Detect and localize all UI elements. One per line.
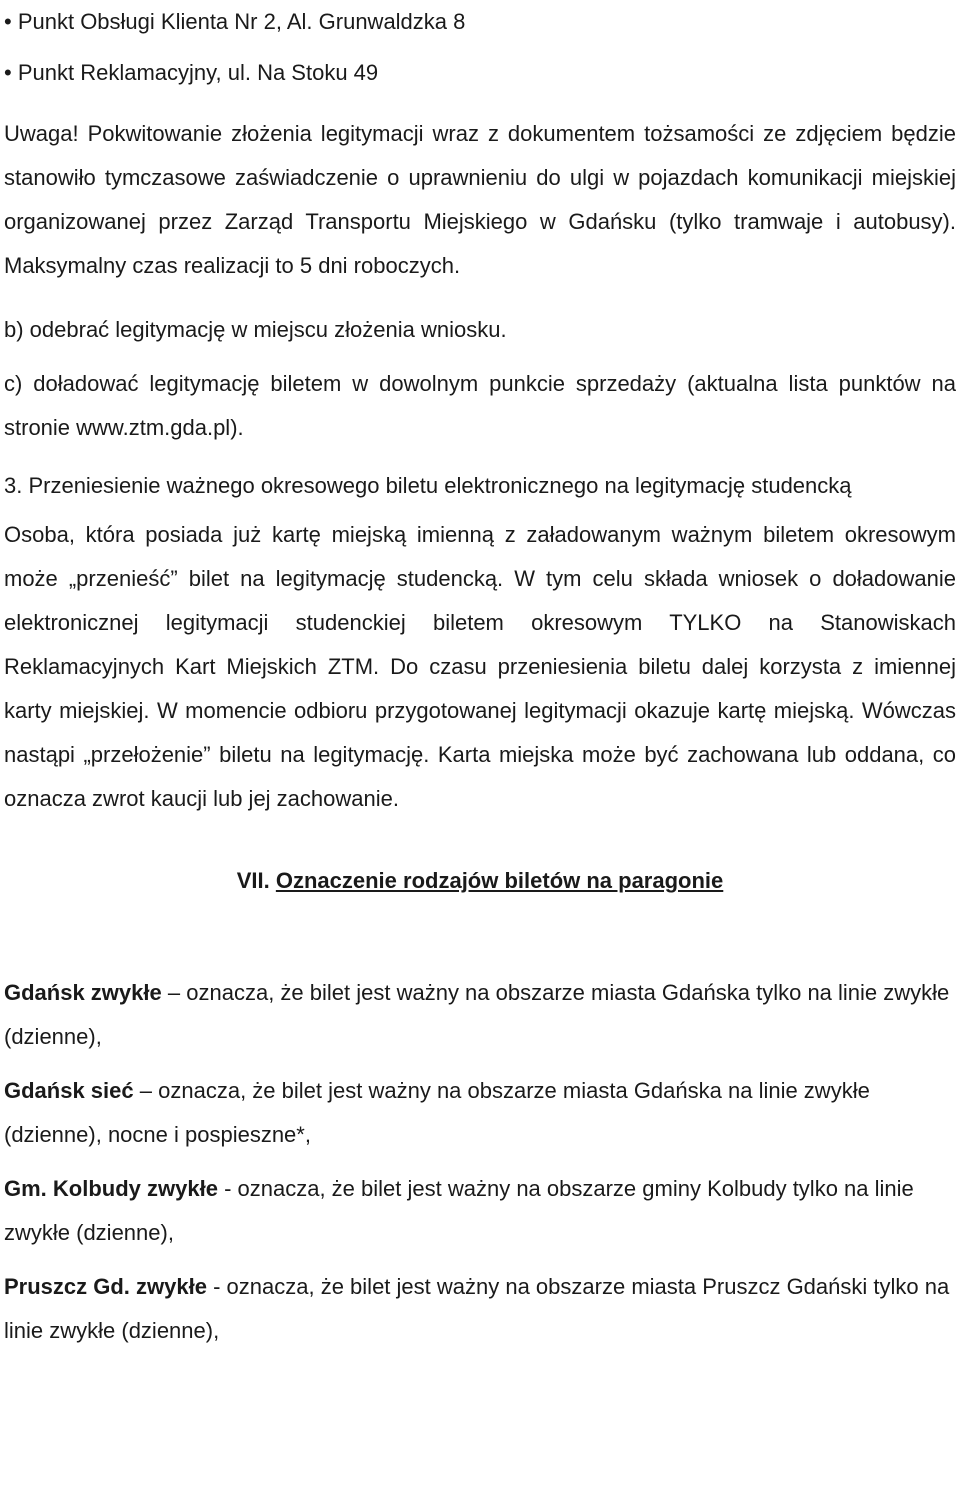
ticket-description: oznacza, że bilet jest ważny na obszarze miasta Pruszcz Gdański tylko na linie zwykłe (dzienne), [4, 1274, 950, 1343]
heading-number: VII. [236, 868, 270, 893]
ticket-pruszcz-zwykle [4, 1265, 956, 1353]
bullet-item-punkt-reklamacyjny [4, 51, 956, 95]
uwaga-prefix: Uwaga! [4, 121, 79, 146]
uwaga-paragraph [4, 112, 956, 288]
section-vii-heading [4, 859, 956, 903]
ticket-gdansk-siec [4, 1069, 956, 1157]
ticket-description: oznacza, że bilet jest ważny na obszarze miasta Gdańska na linie zwykłe (dzienne), nocne i pospieszne*, [4, 1078, 870, 1147]
ticket-separator: - [224, 1176, 232, 1201]
bullet-item-punkt-obslugi [4, 0, 956, 44]
ticket-separator: – [167, 980, 181, 1005]
ticket-name: Gdańsk zwykłe [4, 980, 162, 1005]
item-b: b) odebrać legitymację w miejscu złożenia wniosku. [4, 317, 507, 342]
ticket-name: Pruszcz Gd. zwykłe [4, 1274, 207, 1299]
ticket-gdansk-zwykle [4, 971, 956, 1059]
ticket-description: oznacza, że bilet jest ważny na obszarze gminy Kolbudy tylko na linie zwykłe (dzienne), [4, 1176, 914, 1245]
heading-title: Oznaczenie rodzajów biletów na paragonie [275, 868, 724, 893]
item-c: c) doładować legitymację biletem w dowolnym punkcie sprzedaży (aktualna lista punktów na stronie www.ztm.gda.pl). [4, 371, 956, 440]
section-3-body: Osoba, która posiada już kartę miejską imienną z załadowanym ważnym biletem okresowym może „przenieść” bilet na legitymację studencką. W tym celu składa wniosek o doładowanie elektronicznej legitymacji studenckiej biletem okresowym TYLKO na Stanowiskach Reklamacyjnych Kart Miejskich ZTM. Do czasu przeniesienia biletu dalej korzysta z imiennej karty miejskiej. W momencie odbioru przygotowanej legitymacji okazuje kartę miejską. Wówczas nastąpi „przełożenie” biletu na legitymację. Karta miejska może być zachowana lub oddana, co oznacza zwrot kaucji lub jej zachowanie. [4, 522, 956, 811]
uwaga-text: Pokwitowanie złożenia legitymacji wraz z dokumentem tożsamości ze zdjęciem będzie stanowiło tymczasowe zaświadczenie o uprawnieniu do ulgi w pojazdach komunikacji miejskiej organizowanej przez Zarząd Transportu Miejskiego w Gdańsku (tylko tramwaje i autobusy). Maksymalny czas realizacji to 5 dni roboczych. [4, 121, 956, 278]
ticket-kolbudy-zwykle [4, 1167, 956, 1255]
bullet-text: Punkt Obsługi Klienta Nr 2, Al. Grunwaldzka 8 [17, 9, 466, 34]
ticket-name: Gdańsk sieć [4, 1078, 134, 1103]
section-3-title: 3. Przeniesienie ważnego okresowego biletu elektronicznego na legitymację studencką [4, 473, 852, 498]
ticket-description: oznacza, że bilet jest ważny na obszarze miasta Gdańska tylko na linie zwykłe (dzienne), [4, 980, 950, 1049]
ticket-separator: – [139, 1078, 153, 1103]
bullet-symbol: • [4, 9, 12, 34]
bullet-text: Punkt Reklamacyjny, ul. Na Stoku 49 [17, 60, 379, 85]
ticket-name: Gm. Kolbudy zwykłe [4, 1176, 218, 1201]
bullet-symbol: • [4, 60, 12, 85]
ticket-types-list [4, 971, 956, 1353]
ticket-separator: - [213, 1274, 221, 1299]
